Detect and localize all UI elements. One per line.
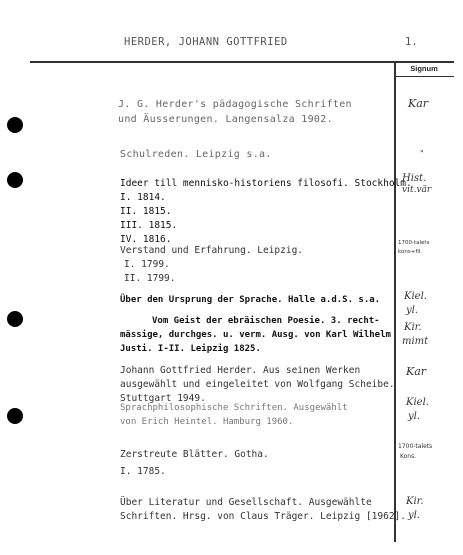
- volume-line: I. 1785.: [120, 466, 166, 477]
- signum-annotation: 1700-talets: [398, 443, 433, 450]
- entry-text-line: Ideer till mennisko-historiens filosofi. Stockholm.: [120, 178, 412, 189]
- signum-annotation: Kiel.: [404, 291, 427, 302]
- header-rule: [30, 61, 454, 63]
- entry-text-line: Stuttgart 1949.: [120, 393, 206, 404]
- signum-annotation: Kar: [406, 365, 427, 378]
- entry-text-line: Schulreden. Leipzig s.a.: [120, 149, 272, 160]
- punch-hole: [7, 408, 23, 424]
- signum-annotation: yl.: [406, 305, 419, 316]
- signum-annotation: 1700-talets: [398, 240, 430, 246]
- entry-text-line: und Äusserungen. Langensalza 1902.: [118, 114, 333, 125]
- signum-annotation: kons+fil.: [398, 249, 423, 255]
- volume-line: I. 1799.: [124, 259, 170, 270]
- signum-annotation: vit.vär: [402, 185, 432, 195]
- volume-line: II. 1815.: [120, 206, 172, 217]
- signum-annotation: ": [420, 149, 424, 158]
- signum-annotation: Hist.: [402, 173, 427, 184]
- entry-text-line: Justi. I-II. Leipzig 1825.: [120, 344, 261, 354]
- signum-annotation: Kons.: [400, 453, 417, 460]
- entry-text-line: J. G. Herder's pädagogische Schriften: [118, 99, 352, 110]
- entry-text-line: Verstand und Erfahrung. Leipzig.: [120, 245, 304, 256]
- punch-hole: [7, 311, 23, 327]
- signum-annotation: Kir.: [404, 322, 422, 333]
- entry-text-line: von Erich Heintel. Hamburg 1960.: [120, 417, 294, 427]
- entry-text-line: Über den Ursprung der Sprache. Halle a.d.S. s.a.: [120, 295, 381, 305]
- signum-annotation: Kir.: [406, 496, 424, 507]
- volume-line: II. 1799.: [124, 273, 176, 284]
- entry-text-line: ausgewählt und eingeleitet von Wolfgang Scheibe.: [120, 379, 395, 390]
- signum-annotation: Kar: [408, 97, 429, 110]
- punch-hole: [7, 117, 23, 133]
- signum-column-divider: [394, 62, 396, 542]
- entry-text-line: mässige, durchges. u. verm. Ausg. von Karl Wilhelm: [120, 330, 391, 340]
- volume-line: IV. 1816.: [120, 234, 172, 245]
- signum-annotation: Kiel.: [406, 397, 429, 408]
- entry-text-line: Über Literatur und Gesellschaft. Ausgewählte: [120, 497, 372, 508]
- volume-line: III. 1815.: [120, 220, 178, 231]
- entry-text-line: Schriften. Hrsg. von Claus Träger. Leipzig [1962].: [120, 511, 406, 522]
- signum-annotation: mimt: [402, 336, 429, 347]
- signum-annotation: yl.: [408, 411, 421, 422]
- signum-column-heading: Signum: [410, 64, 438, 73]
- entry-text-line: Johann Gottfried Herder. Aus seinen Werken: [120, 365, 361, 376]
- entry-text-line: Sprachphilosophische Schriften. Ausgewählt: [120, 403, 348, 413]
- entry-text-line: Zerstreute Blätter. Gotha.: [120, 449, 269, 460]
- entry-text-line: Vom Geist der ebräischen Poesie. 3. recht-: [152, 316, 380, 326]
- punch-hole: [7, 172, 23, 188]
- volume-line: I. 1814.: [120, 192, 166, 203]
- page-number: 1.: [405, 36, 418, 48]
- card-heading: HERDER, JOHANN GOTTFRIED: [124, 36, 288, 48]
- signum-heading-rule: [394, 76, 454, 77]
- signum-annotation: yl.: [408, 510, 421, 521]
